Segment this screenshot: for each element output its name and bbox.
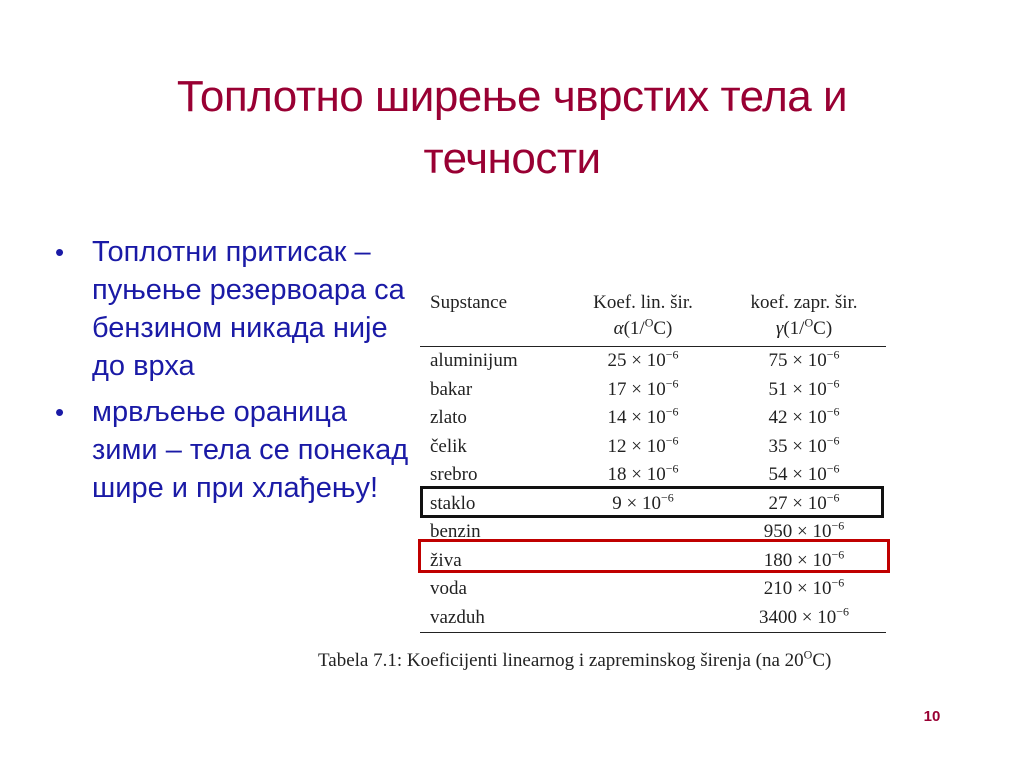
alpha-exponent: −6 <box>665 376 679 391</box>
gamma-exponent: −6 <box>836 604 849 619</box>
gamma-exponent: −6 <box>831 575 845 590</box>
gamma-value <box>722 604 886 633</box>
bullet-text: мрвљење ораница зими – тела се понекад шире и при хлађењу! <box>92 396 409 504</box>
header-volume-label: koef. zapr. šir. <box>750 292 858 313</box>
substance-name: staklo <box>430 492 476 514</box>
header-linear-label: Koef. lin. šir. <box>593 292 693 313</box>
staklo-highlight-box <box>420 486 884 518</box>
degree-sup: O <box>644 315 654 330</box>
alpha-value <box>564 347 722 376</box>
gamma-mantissa: 75 × 10 <box>768 350 827 371</box>
gamma-mantissa: 42 × 10 <box>768 407 827 428</box>
alpha-exponent: −6 <box>665 433 679 448</box>
table-row <box>420 604 886 633</box>
gamma-mantissa: 54 × 10 <box>768 464 827 485</box>
gamma-value <box>722 433 886 462</box>
alpha-mantissa: 25 × 10 <box>607 350 666 371</box>
bullet-item <box>52 393 412 507</box>
gamma-exponent: −6 <box>826 376 840 391</box>
alpha-exponent: −6 <box>660 490 674 505</box>
alpha-exponent: −6 <box>665 461 679 476</box>
alpha-mantissa: 14 × 10 <box>607 407 666 428</box>
bullet-list <box>52 233 412 515</box>
gamma-mantissa: 27 × 10 <box>768 492 827 514</box>
gamma-value <box>722 376 886 405</box>
caption-unit: C) <box>812 650 832 671</box>
unit-post: C) <box>813 318 833 339</box>
gamma-exponent: −6 <box>826 461 840 476</box>
table-row <box>420 376 886 405</box>
table-row <box>420 347 886 376</box>
ziva-highlight-box <box>418 539 890 573</box>
gamma-exponent: −6 <box>826 490 840 505</box>
bullet-dot-icon: • <box>55 237 65 267</box>
gamma-mantissa: 35 × 10 <box>768 435 827 457</box>
gamma-value <box>722 404 886 433</box>
substance-name: zlato <box>430 407 467 428</box>
alpha-exponent: −6 <box>665 347 679 362</box>
gamma-exponent: −6 <box>826 404 840 419</box>
slide-title: Топлотно ширење чврстих тела и течности <box>176 72 848 183</box>
page-number: 10 <box>923 708 941 725</box>
bullet-text: Топлотни притисак – пуњење резервоара са бензином никада није до врха <box>92 236 405 382</box>
gamma-value <box>722 347 886 376</box>
substance-name: benzin <box>430 521 481 542</box>
alpha-exponent: −6 <box>665 404 679 419</box>
header-volume-coef <box>722 288 886 347</box>
unit-post: C) <box>653 318 673 339</box>
substance-name: aluminijum <box>430 350 518 371</box>
alpha-mantissa: 12 × 10 <box>607 435 666 457</box>
gamma-mantissa: 3400 × 10 <box>759 606 837 628</box>
alpha-mantissa: 9 × 10 <box>612 492 661 514</box>
substance-name: živa <box>430 549 462 571</box>
gamma-symbol: γ <box>775 318 784 339</box>
bullet-item <box>52 233 412 385</box>
unit-pre: (1/ <box>623 318 645 339</box>
caption-degree-sup: O <box>803 647 813 662</box>
gamma-exponent: −6 <box>826 433 840 448</box>
alpha-value <box>564 376 722 405</box>
expansion-table <box>420 288 886 633</box>
substance-name: bakar <box>430 378 473 400</box>
gamma-mantissa: 51 × 10 <box>768 378 827 400</box>
degree-sup: O <box>804 315 814 330</box>
gamma-exponent: −6 <box>831 547 845 562</box>
alpha-value <box>564 604 722 633</box>
header-linear-coef <box>564 288 722 347</box>
gamma-mantissa: 950 × 10 <box>763 521 832 542</box>
table-row <box>420 404 886 433</box>
substance-name: srebro <box>430 464 478 485</box>
gamma-exponent: −6 <box>826 347 840 362</box>
alpha-value <box>564 433 722 462</box>
table-row <box>420 433 886 462</box>
gamma-mantissa: 180 × 10 <box>763 549 832 571</box>
unit-pre: (1/ <box>783 318 805 339</box>
substance-name: vazduh <box>420 604 564 633</box>
alpha-value <box>564 575 722 604</box>
gamma-mantissa: 210 × 10 <box>763 578 832 599</box>
gamma-value <box>722 575 886 604</box>
gamma-exponent: −6 <box>831 518 845 533</box>
caption-text: Tabela 7.1: Koeficijenti linearnog i zapreminskog širenja (na 20 <box>318 650 804 671</box>
substance-name: voda <box>430 578 467 599</box>
substance-name: čelik <box>430 435 467 457</box>
header-substance: Supstance <box>420 288 564 347</box>
alpha-mantissa: 18 × 10 <box>607 464 666 485</box>
alpha-mantissa: 17 × 10 <box>607 378 666 400</box>
bullet-dot-icon: • <box>55 397 65 427</box>
alpha-value <box>564 404 722 433</box>
alpha-symbol: α <box>613 318 624 339</box>
table-caption <box>318 647 1008 672</box>
table-row <box>420 575 886 604</box>
table-header-row <box>420 288 886 347</box>
